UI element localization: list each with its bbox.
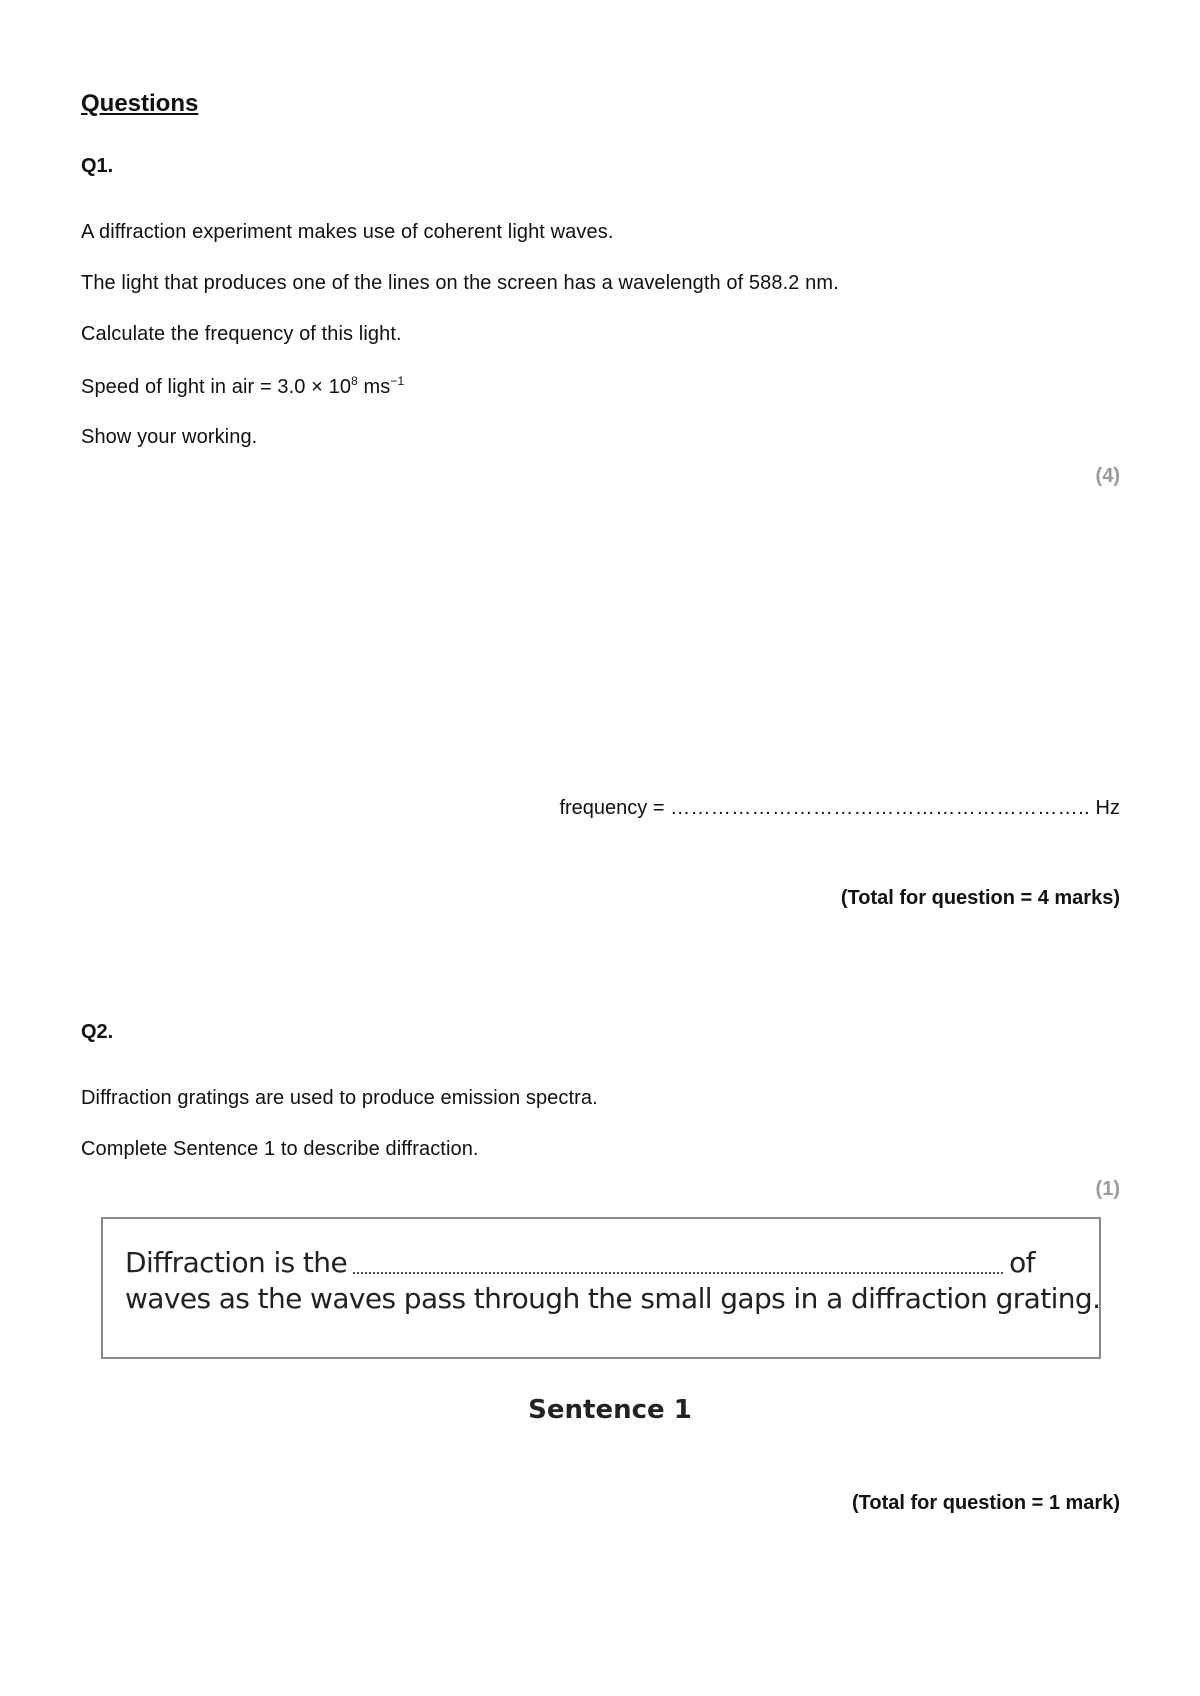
- show-working-instruction: Show your working.: [81, 426, 258, 448]
- question-2-line-1: Diffraction gratings are used to produce emission spectra.: [81, 1087, 598, 1109]
- question-1-number: Q1.: [81, 155, 114, 177]
- sentence-1-line-2: waves as the waves pass through the small gaps in a diffraction grating.: [125, 1282, 1101, 1315]
- page-heading: Questions: [81, 90, 199, 117]
- question-2-marks: (1): [1095, 1178, 1120, 1200]
- speed-exponent: 8: [351, 374, 358, 388]
- question-2-total: (Total for question = 1 mark): [852, 1492, 1120, 1514]
- question-2-line-2: Complete Sentence 1 to describe diffraction.: [81, 1138, 479, 1160]
- speed-of-light-line: [81, 374, 404, 399]
- speed-unit-exponent: −1: [390, 374, 405, 388]
- speed-of-light-prefix: Speed of light in air = 3.0 × 10: [81, 376, 352, 398]
- speed-unit: ms: [357, 376, 391, 398]
- question-1-line-2: The light that produces one of the lines on the screen has a wavelength of 588.2 nm.: [81, 272, 839, 294]
- question-1-line-3: Calculate the frequency of this light.: [81, 323, 402, 345]
- question-1-line-1: A diffraction experiment makes use of coherent light waves.: [81, 221, 614, 243]
- frequency-answer-line: [559, 797, 1120, 820]
- sentence-1-caption: Sentence 1: [528, 1395, 692, 1425]
- sentence-of: of: [1009, 1246, 1035, 1279]
- sentence-1-line-1: [125, 1245, 1077, 1281]
- frequency-unit: Hz: [1090, 797, 1120, 819]
- sentence-blank-field[interactable]: [353, 1252, 1003, 1274]
- frequency-label: frequency =: [559, 797, 671, 819]
- sentence-start: Diffraction is the: [125, 1246, 348, 1279]
- question-2-number: Q2.: [81, 1021, 114, 1043]
- frequency-answer-field[interactable]: ……………………………………………………..: [670, 797, 1090, 819]
- question-1-marks: (4): [1095, 465, 1120, 487]
- question-1-total: (Total for question = 4 marks): [840, 887, 1120, 909]
- sentence-1-box: [101, 1217, 1101, 1359]
